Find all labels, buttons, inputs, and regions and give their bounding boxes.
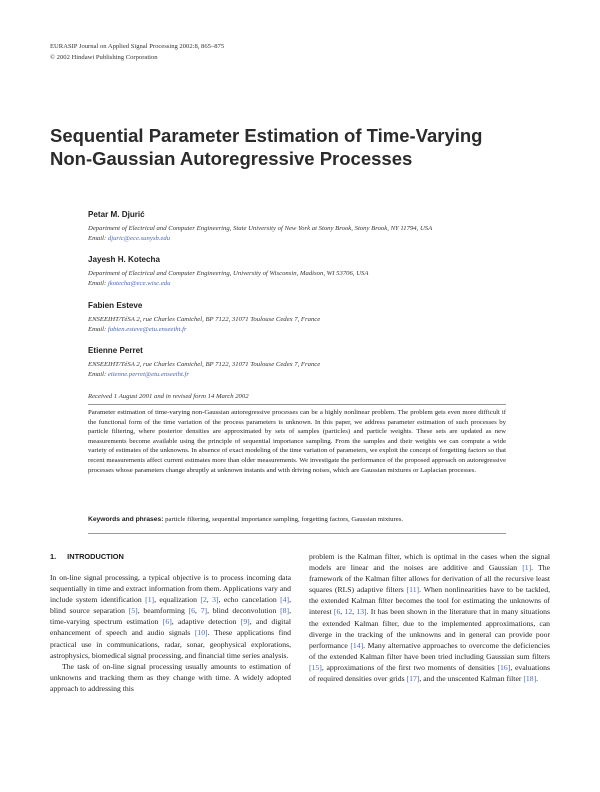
email-label: Email:	[88, 326, 107, 333]
author-affiliation: Department of Electrical and Computer Engineering, University of Wisconsin, Madison, WI 53706, USA	[88, 270, 369, 277]
citation-link[interactable]: [1]	[145, 595, 155, 605]
citation-link[interactable]: [6]	[162, 617, 172, 627]
citation-link[interactable]: [1]	[522, 563, 532, 573]
abstract: Parameter estimation of time-varying non-Gaussian autoregressive processes can be a highly nonlinear problem. The problem gets even more difficult if the functional form of the time variation of the process parameters is unknown. In this paper, we address parameter estimation of such processes by particle filtering, where posterior densities are approximated by sets of samples (particles) and particle weights. These sets are updated as new measurements become available using the principle of sequential importance sampling. From the samples and their weights we can compute a wide variety of estimates of the unknowns. In absence of exact modeling of the time variation of parameters, we exploit the concept of forgetting factors so that recent measurements affect current estimates more than older measurements. We investigate the performance of the proposed approach on autoregressive processes whose parameters change abruptly at unknown instants and with driving noises, which are Gaussian mixtures or Laplacian processes.	[88, 409, 506, 474]
citation-link[interactable]: [11]	[406, 585, 420, 595]
author-block	[88, 300, 578, 335]
citation-link[interactable]: 7]	[200, 606, 208, 616]
author-affiliation: ENSEEIHT/TéSA 2, rue Charles Camichel, BP 7122, 31071 Toulouse Cedex 7, France	[88, 316, 321, 323]
email-link[interactable]: etienne.perret@etu.enseeiht.fr	[107, 371, 189, 378]
author-name: Jayesh H. Kotecha	[88, 255, 160, 264]
author-name: Fabien Esteve	[88, 301, 143, 310]
author-email	[88, 234, 578, 244]
citation-link[interactable]: [15]	[309, 662, 322, 672]
email-label: Email:	[88, 280, 107, 287]
section-heading	[50, 552, 124, 561]
citation-link[interactable]: 13]	[356, 607, 367, 617]
author-name: Etienne Perret	[88, 346, 143, 355]
section-title: INTRODUCTION	[67, 552, 124, 561]
journal-header	[50, 42, 224, 63]
citation-link[interactable]: [5]	[128, 606, 138, 616]
intro-paragraph-3: problem is the Kalman filter, which is optimal in the cases when the signal models are linear and the noises are additive and Gaussian [1]. The framework of the Kalman filter allows for derivation of all the recursive least squares (RLS) adaptive filters [11]. When nonlinearities have to be tackled, the extended Kalman filter becomes the tool for estimating the unknowns of interest [6, 12, 13]. It has been shown in the literature that in many situations the extended Kalman filter, due to the implemented approximations, can diverge in the tracking of the unknowns and in general can provide poor performance [14]. Many alternative approaches to overcome the deficiencies of the extended Kalman filter have been tried including Gaussian sum filters [15], approximations of the first two moments of densities [16], evaluations of required densities over grids [17], and the unscented Kalman filter [18].	[309, 552, 551, 684]
email-link[interactable]: djuric@ece.sunysb.edu	[107, 235, 171, 242]
citation-link[interactable]: [16]	[497, 662, 511, 672]
title-line-2: Non-Gaussian Autoregressive Processes	[50, 147, 413, 169]
citation-link[interactable]: [8]	[280, 606, 290, 616]
citation-link[interactable]: [4]	[280, 595, 290, 605]
journal-citation: EURASIP Journal on Applied Signal Processing 2002:8, 865–875	[50, 43, 225, 50]
author-block	[88, 254, 578, 289]
received-dates: Received 1 August 2001 and in revised form 14 March 2002	[88, 393, 249, 400]
left-column	[50, 572, 291, 694]
author-affiliation: Department of Electrical and Computer Engineering, State University of New York at Stony Brook, Stony Brook, NY 11794, USA	[88, 225, 433, 232]
paper-title	[50, 125, 570, 170]
right-column	[309, 551, 550, 684]
title-line-1: Sequential Parameter Estimation of Time-Varying	[50, 125, 483, 146]
author-block	[88, 345, 578, 380]
email-label: Email:	[88, 235, 107, 242]
citation-link[interactable]: [14]	[350, 640, 364, 650]
intro-paragraph-2: The task of on-line signal processing usually amounts to estimation of unknowns and tracking them as they change with time. A widely adopted approach to addressing this	[50, 661, 291, 693]
author-email	[88, 370, 578, 380]
author-email	[88, 325, 578, 335]
citation-link[interactable]: [6	[188, 606, 195, 616]
citation-link[interactable]: [9]	[240, 617, 250, 627]
intro-paragraph-1: In on-line signal processing, a typical objective is to process incoming data sequentially in time and extract information from them. Applications vary and include system identification [1], equalization [2, 3], echo cancelation [4], blind source separation [5], beamforming [6, 7], blind deconvolution [8], time-varying spectrum estimation [6], adaptive detection [9], and digital enhancement of speech and audio signals [10]. These applications find practical use in communications, radar, sonar, geophysical explorations, astrophysics, biomedical signal processing, and financial time series analysis.	[50, 573, 292, 660]
keywords	[88, 515, 506, 525]
abstract-rule-bottom	[88, 533, 506, 534]
email-link[interactable]: fabien.esteve@etu.enseeiht.fr	[107, 326, 187, 333]
citation-link[interactable]: [10]	[194, 628, 208, 638]
keywords-label: Keywords and phrases:	[88, 516, 164, 523]
copyright-line	[50, 53, 224, 64]
copyright-text: 2002 Hindawi Publishing Corporation	[56, 53, 158, 61]
author-name: Petar M. Djurić	[88, 210, 145, 219]
citation-link[interactable]: [6	[333, 607, 341, 617]
copyright-icon: ©	[50, 53, 56, 61]
author-block	[88, 209, 578, 244]
email-link[interactable]: jkotecha@ece.wisc.edu	[107, 280, 171, 287]
citation-link[interactable]: [17]	[406, 674, 420, 684]
citation-link[interactable]: 3]	[212, 595, 219, 605]
citation-link[interactable]: [18]	[523, 674, 537, 684]
section-number: 1.	[50, 552, 57, 561]
email-label: Email:	[88, 371, 107, 378]
abstract-rule-top	[88, 404, 506, 405]
author-email	[88, 279, 578, 289]
keywords-text: particle filtering, sequential importance sampling, forgetting factors, Gaussian mixtures.	[165, 516, 404, 523]
author-affiliation: ENSEEIHT/TéSA 2, rue Charles Camichel, BP 7122, 31071 Toulouse Cedex 7, France	[88, 361, 321, 368]
citation-link[interactable]: 12	[344, 607, 353, 617]
citation-link[interactable]: [2	[200, 595, 207, 605]
